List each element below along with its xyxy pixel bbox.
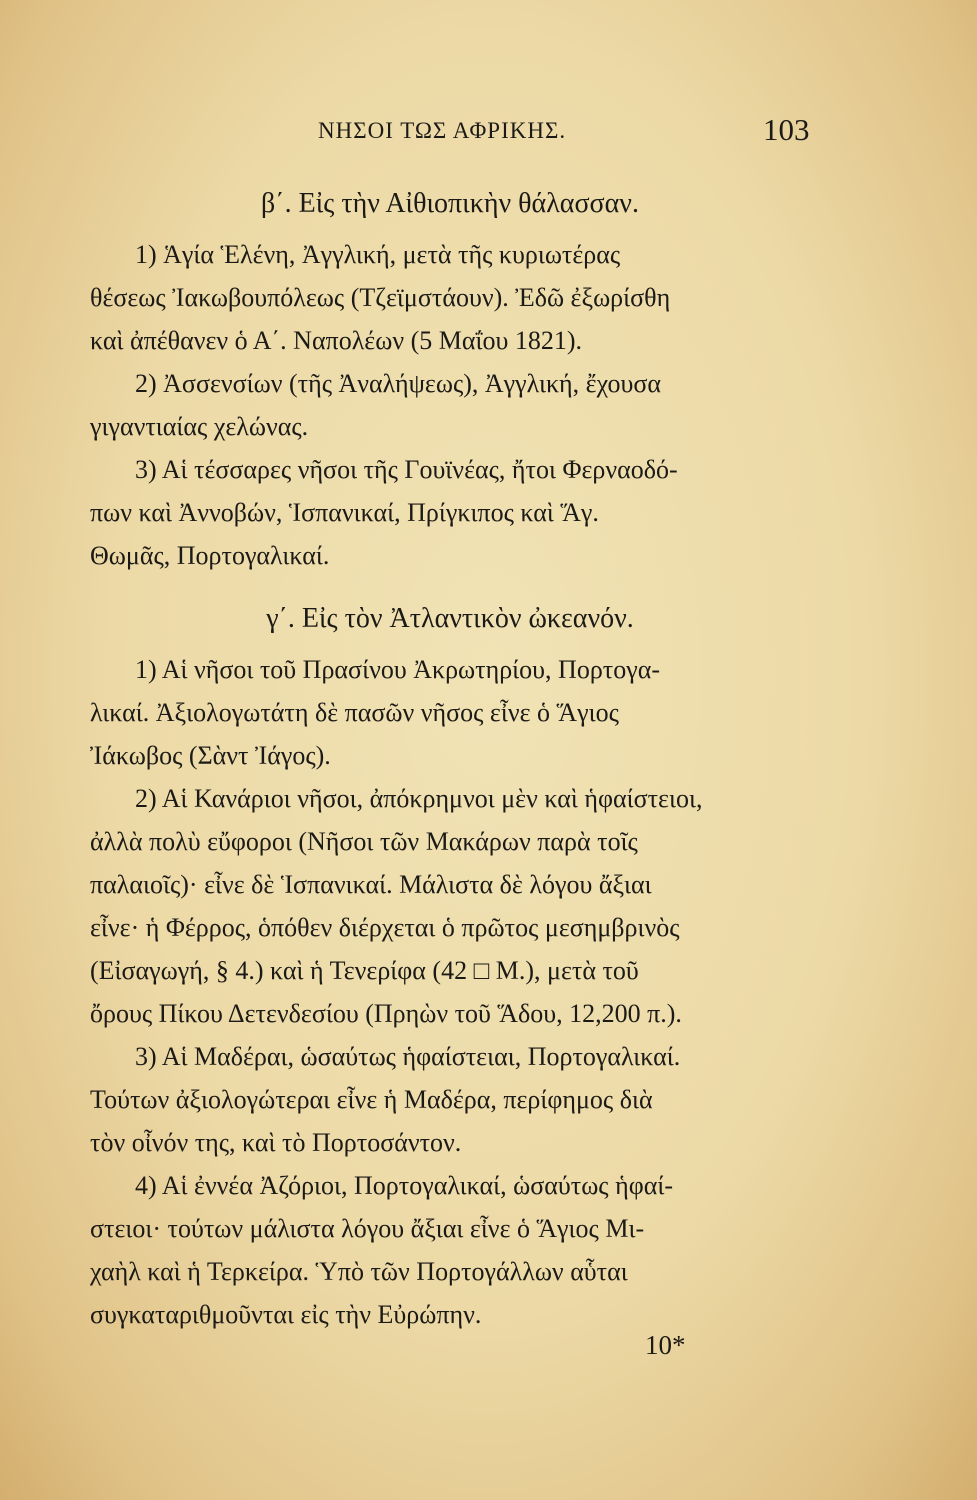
text-line: (Εἰσαγωγή, § 4.) καὶ ἡ Τενερίφα (42 □ Μ.), μετὰ τοῦ	[90, 956, 639, 985]
text-block	[90, 182, 810, 1336]
text-line: Τούτων ἀξιολογώτεραι εἶνε ἡ Μαδέρα, περίφημος διὰ	[90, 1085, 653, 1114]
text-line: ὄρους Πίκου Δετενδεσίου (Πρηὼν τοῦ Ἅδου, 12,200 π.).	[90, 999, 682, 1028]
text-line: στειοι· τούτων μάλιστα λόγου ἄξιαι εἶνε ὁ Ἅγιος Μι-	[90, 1214, 645, 1243]
signature-mark: 10*	[645, 1330, 686, 1360]
text-line: χαὴλ καὶ ἡ Τερκείρα. Ὑπὸ τῶν Πορτογάλλων αὗται	[90, 1257, 628, 1286]
text-line: 2) Αἱ Κανάριοι νῆσοι, ἀπόκρημνοι μὲν καὶ ἡφαίστειοι,	[135, 784, 703, 813]
text-line: Θωμᾶς, Πορτογαλικαί.	[90, 541, 330, 570]
section-heading: γ΄. Εἰς τὸν Ἀτλαντικὸν ὠκεανόν.	[266, 603, 634, 634]
section-heading: β΄. Εἰς τὴν Αἰθιοπικὴν θάλασσαν.	[261, 188, 639, 219]
page-number: 103	[763, 112, 810, 147]
text-line: 4) Αἱ ἐννέα Ἀζόριοι, Πορτογαλικαί, ὡσαύτως ἡφαί-	[135, 1171, 673, 1200]
running-head: ΝΗΣΟΙ ΤΩΣ ΑΦΡΙΚΗΣ.	[318, 118, 567, 143]
text-line: εἶνε· ἡ Φέρρος, ὁπόθεν διέρχεται ὁ πρῶτος μεσημβρινὸς	[90, 913, 680, 942]
text-line: θέσεως Ἰακωβουπόλεως (Τζεϊμστάουν). Ἐδῶ ἐξωρίσθη	[90, 283, 671, 312]
text-line: 1) Ἁγία Ἑλένη, Ἀγγλική, μετὰ τῆς κυριωτέρας	[135, 240, 621, 269]
text-line: 2) Ἀσσενσίων (τῆς Ἀναλήψεως), Ἀγγλική, ἔχουσα	[135, 369, 662, 398]
text-line: πων καὶ Ἀννοβών, Ἱσπανικαί, Πρίγκιπος καὶ Ἅγ.	[90, 498, 599, 527]
text-line: γιγαντιαίας χελώνας.	[90, 412, 309, 441]
text-line: 3) Αἱ τέσσαρες νῆσοι τῆς Γουϊνέας, ἤτοι Φερναοδό-	[135, 455, 678, 484]
text-line: τὸν οἶνόν της, καὶ τὸ Πορτοσάντον.	[90, 1128, 462, 1157]
text-line: λικαί. Ἀξιολογωτάτη δὲ πασῶν νῆσος εἶνε ὁ Ἅγιος	[90, 698, 619, 727]
text-line: 1) Αἱ νῆσοι τοῦ Πρασίνου Ἀκρωτηρίου, Πορτογα-	[135, 655, 661, 684]
text-line: 3) Αἱ Μαδέραι, ὡσαύτως ἡφαίστειαι, Πορτογαλικαί.	[135, 1042, 681, 1071]
text-line: καὶ ἀπέθανεν ὁ Α΄. Ναπολέων (5 Μαΐου 1821).	[90, 326, 583, 355]
text-line: Ἰάκωβος (Σὰντ Ἰάγος).	[90, 741, 331, 770]
text-line: ἀλλὰ πολὺ εὔφοροι (Νῆσοι τῶν Μακάρων παρὰ τοῖς	[90, 827, 638, 856]
text-line: συγκαταριθμοῦνται εἰς τὴν Εὐρώπην.	[90, 1300, 482, 1329]
text-line: παλαιοῖς)· εἶνε δὲ Ἱσπανικαί. Μάλιστα δὲ λόγου ἄξιαι	[90, 870, 652, 899]
